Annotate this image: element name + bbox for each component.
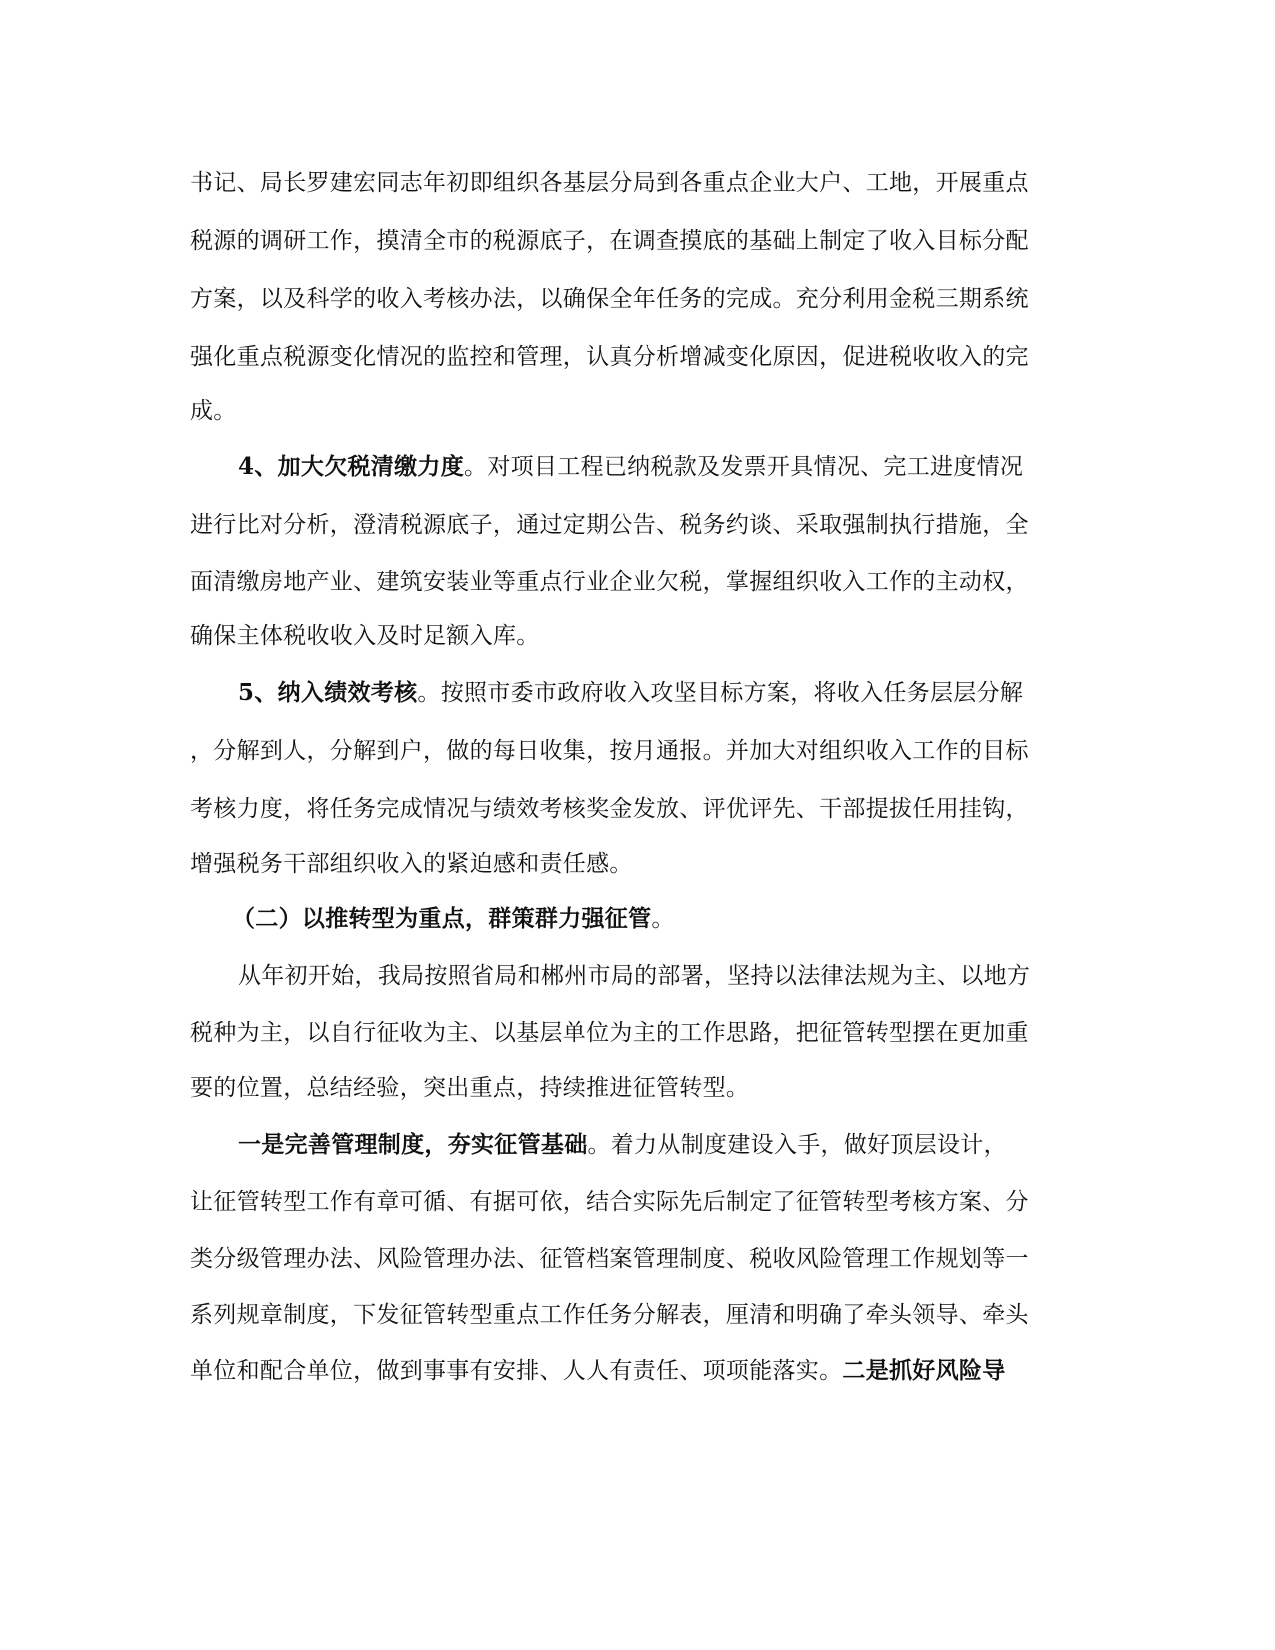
bold-heading: 二是抓好风险导 xyxy=(842,1357,1006,1384)
bold-heading: 4、加大欠税清缴力度 xyxy=(238,453,465,480)
paragraph-heading-line xyxy=(238,1130,1007,1160)
text-line: 要的位置，总结经验，突出重点，持续推进征管转型。 xyxy=(190,1075,750,1101)
text-span: 。对项目工程已纳税款及发票开具情况、完工进度情况 xyxy=(464,454,1024,480)
paragraph-last-line xyxy=(190,1356,1006,1386)
text-line: 强化重点税源变化情况的监控和管理，认真分析增减变化原因，促进税收收入的完 xyxy=(190,344,1029,370)
text-line: 方案，以及科学的收入考核办法，以确保全年任务的完成。充分利用金税三期系统 xyxy=(190,286,1029,312)
text-span: 单位和配合单位，做到事事有安排、人人有责任、项项能落实。 xyxy=(190,1358,843,1384)
paragraph-heading-line xyxy=(238,452,1023,482)
text-line: 考核力度，将任务完成情况与绩效考核奖金发放、评优评先、干部提拔任用挂钩， xyxy=(190,796,1029,822)
text-line: 面清缴房地产业、建筑安装业等重点行业企业欠税，掌握组织收入工作的主动权， xyxy=(190,569,1029,595)
text-line: 成。 xyxy=(190,398,237,424)
paragraph-heading-line xyxy=(238,678,1023,708)
text-span: 。 xyxy=(651,906,675,932)
text-line: 从年初开始，我局按照省局和郴州市局的部署，坚持以法律法规为主、以地方 xyxy=(238,963,1031,989)
text-line: 进行比对分析，澄清税源底子，通过定期公告、税务约谈、采取强制执行措施，全 xyxy=(190,512,1029,538)
text-line: 书记、局长罗建宏同志年初即组织各基层分局到各重点企业大户、工地，开展重点 xyxy=(190,170,1029,196)
section-heading: （二）以推转型为重点，群策群力强征管 xyxy=(232,905,652,932)
text-line: 类分级管理办法、风险管理办法、征管档案管理制度、税收风险管理工作规划等一 xyxy=(190,1246,1029,1272)
text-line: 确保主体税收收入及时足额入库。 xyxy=(190,623,540,649)
text-line: 系列规章制度，下发征管转型重点工作任务分解表，厘清和明确了牵头领导、牵头 xyxy=(190,1302,1029,1328)
text-line: 税种为主，以自行征收为主、以基层单位为主的工作思路，把征管转型摆在更加重 xyxy=(190,1020,1029,1046)
text-line: 税源的调研工作，摸清全市的税源底子，在调查摸底的基础上制定了收入目标分配 xyxy=(190,228,1029,254)
text-line: 让征管转型工作有章可循、有据可依，结合实际先后制定了征管转型考核方案、分 xyxy=(190,1189,1029,1215)
text-span: 。着力从制度建设入手，做好顶层设计， xyxy=(587,1132,1007,1158)
bold-heading: 一是完善管理制度，夯实征管基础 xyxy=(238,1131,588,1158)
text-span: 。按照市委市政府收入攻坚目标方案，将收入任务层层分解 xyxy=(417,680,1024,706)
text-line: ，分解到人，分解到户，做的每日收集，按月通报。并加大对组织收入工作的目标 xyxy=(190,738,1029,764)
text-line: 增强税务干部组织收入的紧迫感和责任感。 xyxy=(190,851,633,877)
section-heading-line xyxy=(232,904,675,934)
bold-heading: 5、纳入绩效考核 xyxy=(238,679,418,706)
